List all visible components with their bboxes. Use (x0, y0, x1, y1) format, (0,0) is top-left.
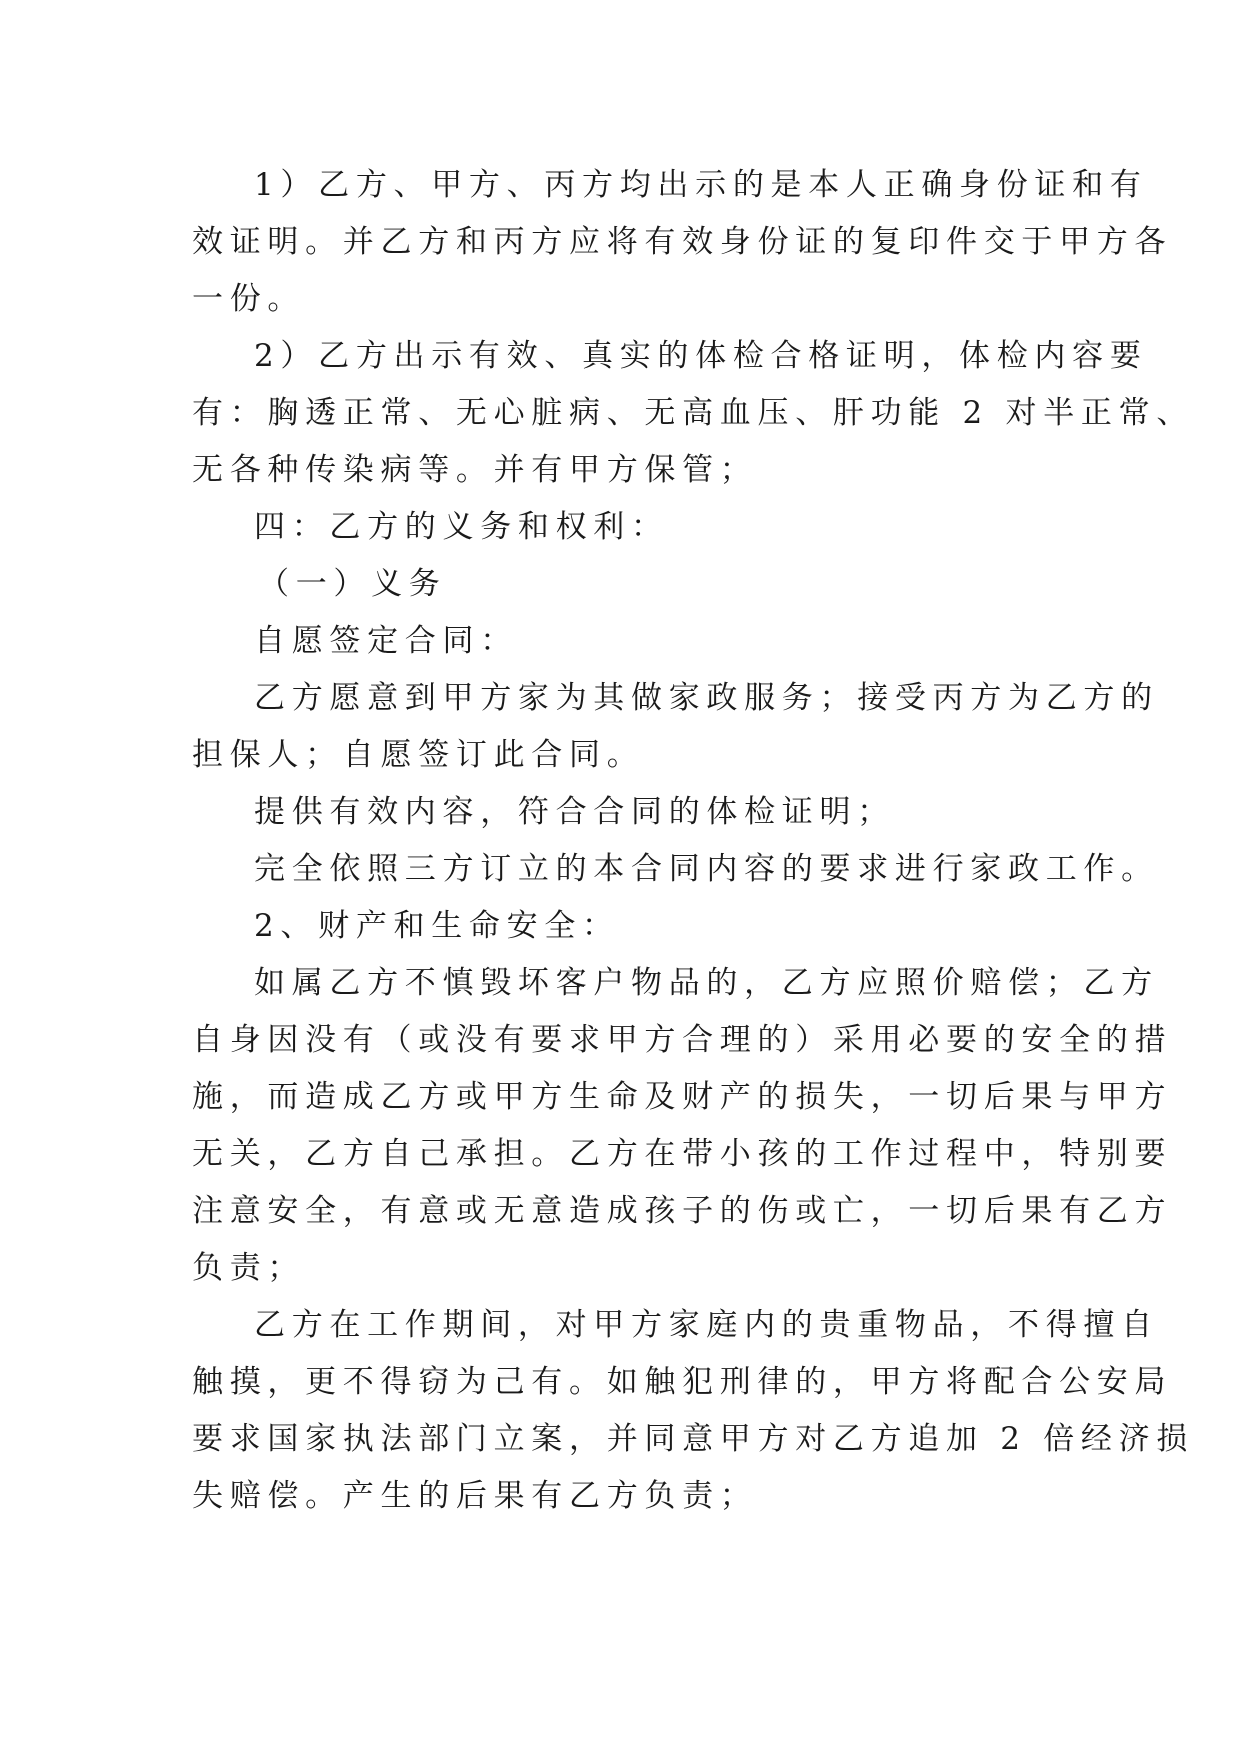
text-line: 提供有效内容，符合合同的体检证明； (254, 794, 895, 830)
text-line: 乙方在工作期间，对甲方家庭内的贵重物品，不得擅自 (254, 1307, 1159, 1343)
text-line: 注意安全，有意或无意造成孩子的伤或亡，一切后果有乙方 (192, 1193, 1173, 1229)
text-line: 2）乙方出示有效、真实的体检合格证明，体检内容要 (254, 338, 1148, 374)
text-line: 有：胸透正常、无心脏病、无高血压、肝功能 2 对半正常、 (192, 395, 1195, 431)
text-line: 负责； (192, 1250, 306, 1286)
text-line: 完全依照三方订立的本合同内容的要求进行家政工作。 (254, 851, 1159, 887)
text-line: 如属乙方不慎毁坏客户物品的，乙方应照价赔偿；乙方 (254, 965, 1159, 1001)
subsection-heading: （一）义务 (258, 566, 447, 602)
text-line: 失赔偿。产生的后果有乙方负责； (192, 1478, 758, 1514)
text-line: 施，而造成乙方或甲方生命及财产的损失，一切后果与甲方 (192, 1079, 1173, 1115)
text-line: 1）乙方、甲方、丙方均出示的是本人正确身份证和有 (254, 167, 1148, 203)
text-line: 担保人；自愿签订此合同。 (192, 737, 645, 773)
text-line: 无各种传染病等。并有甲方保管； (192, 452, 758, 488)
text-line: 无关，乙方自己承担。乙方在带小孩的工作过程中，特别要 (192, 1136, 1173, 1172)
text-line: 乙方愿意到甲方家为其做家政服务；接受丙方为乙方的 (254, 680, 1159, 716)
text-line: 要求国家执法部门立案，并同意甲方对乙方追加 2 倍经济损 (192, 1421, 1195, 1457)
subsection-heading: 2、财产和生命安全： (254, 908, 620, 944)
text-line: 效证明。并乙方和丙方应将有效身份证的复印件交于甲方各 (192, 224, 1173, 260)
text-line: 一份。 (192, 281, 306, 317)
section-heading: 四：乙方的义务和权利： (254, 509, 669, 545)
text-line: 触摸，更不得窃为己有。如触犯刑律的，甲方将配合公安局 (192, 1364, 1173, 1400)
text-line: 自身因没有（或没有要求甲方合理的）采用必要的安全的措 (192, 1022, 1173, 1058)
text-line: 自愿签定合同： (254, 623, 518, 659)
